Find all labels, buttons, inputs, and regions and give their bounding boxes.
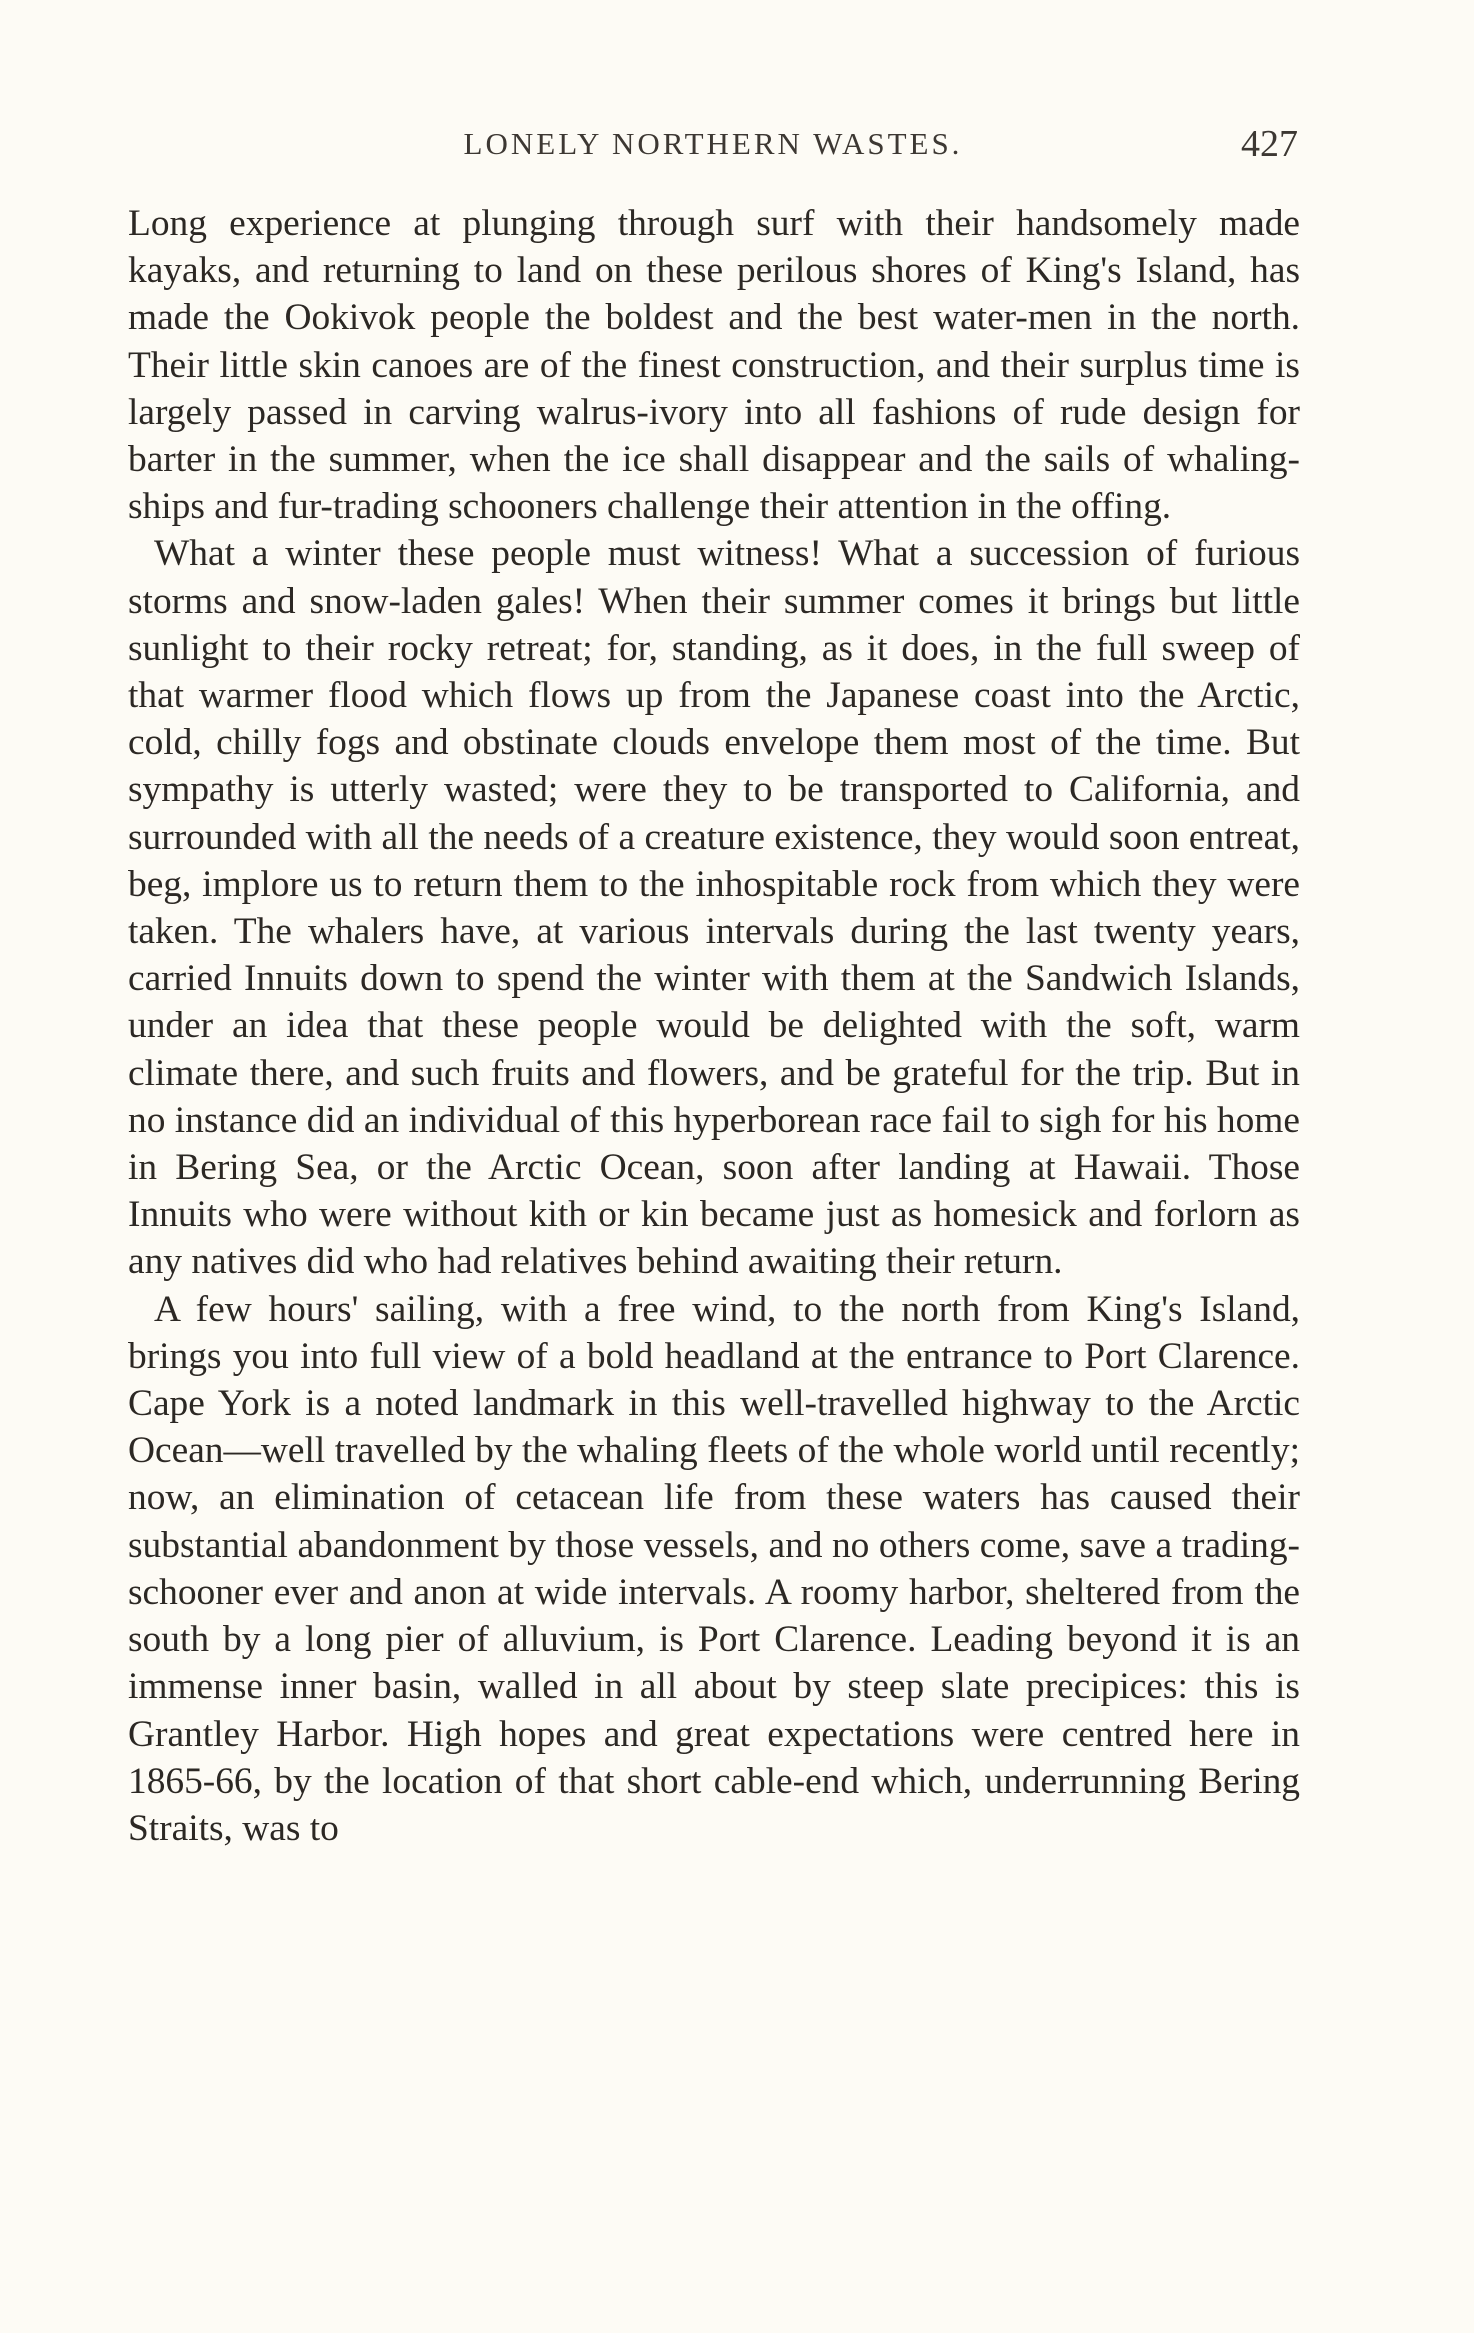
paragraph: What a winter these people must witness! What a succession of furious storms and snow-laden gales! When their summer comes it brings but little sunlight to their rocky retreat; for, standing, as it does, in the full sweep of that warmer flood which flows up from the Japanese coast into the Arctic, cold, chilly fogs and obstinate clouds envelope them most of the time. But sympathy is utterly wasted; were they to be transported to California, and surrounded with all the needs of a creature existence, they would soon entreat, beg, implore us to return them to the inhospitable rock from which they were taken. The whalers have, at various intervals during the last twenty years, carried Innuits down to spend the winter with them at the Sandwich Islands, under an idea that these people would be delighted with the soft, warm climate there, and such fruits and flowers, and be grateful for the trip. But in no instance did an individual of this hyperborean race fail to sigh for his home in Bering Sea, or the Arctic Ocean, soon after landing at Hawaii. Those Innuits who were without kith or kin became just as homesick and forlorn as any natives did who had relatives behind awaiting their return. [128,533,1300,1283]
page-number: 427 [1241,123,1298,165]
paragraph: Long experience at plunging through surf with their handsomely made kayaks, and returning to land on these perilous shores of King's Island, has made the Ookivok people the boldest and the best water-men in the north. Their little skin canoes are of the finest construction, and their surplus time is largely passed in carving walrus-ivory into all fashions of rude design for barter in the summer, when the ice shall disappear and the sails of whaling-ships and fur-trading schooners challenge their attention in the offing. [128,203,1300,528]
body-text [128,200,1300,1852]
running-head [128,123,1298,176]
running-title: LONELY NORTHERN WASTES. [463,126,963,161]
paragraph: A few hours' sailing, with a free wind, to the north from King's Island, brings you into full view of a bold headland at the entrance to Port Clarence. Cape York is a noted landmark in this well-travelled highway to the Arctic Ocean—well travelled by the whaling fleets of the whole world until recently; now, an elimination of cetacean life from these waters has caused their substantial abandonment by those vessels, and no others come, save a trading-schooner ever and anon at wide intervals. A roomy harbor, sheltered from the south by a long pier of alluvium, is Port Clarence. Leading beyond it is an immense inner basin, walled in all about by steep slate precipices: this is Grantley Harbor. High hopes and great expectations were centred here in 1865-66, by the location of that short cable-end which, underrunning Bering Straits, was to [128,1288,1300,1849]
